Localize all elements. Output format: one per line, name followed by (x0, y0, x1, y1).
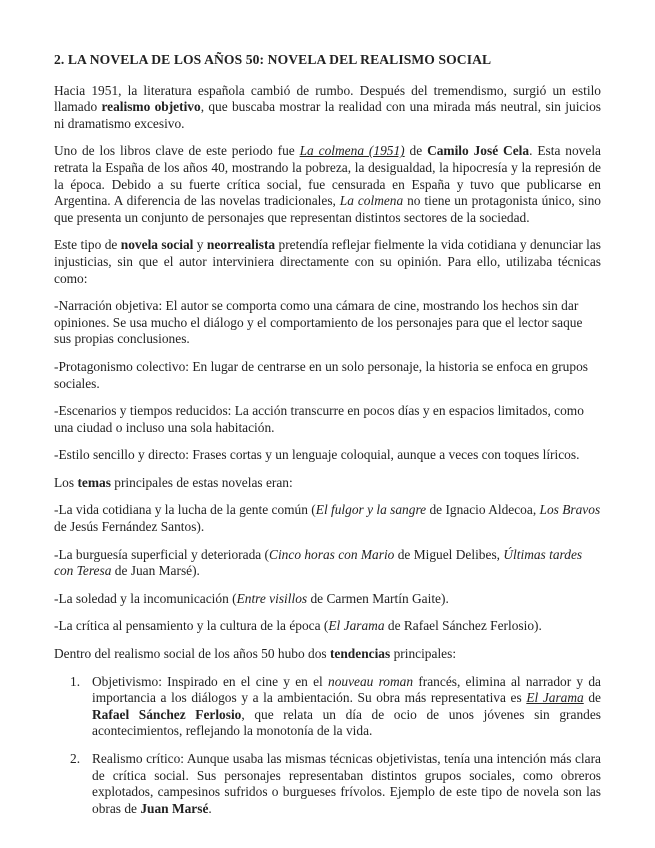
book-title: La colmena (339, 193, 404, 209)
text-run: de Ignacio Aldecoa, (426, 502, 540, 518)
text-run: de (583, 690, 601, 706)
author-cela: Camilo José Cela (427, 143, 530, 159)
term-novela-social: novela social (120, 237, 194, 253)
theme-item (54, 591, 601, 608)
list-number: 2. (70, 751, 81, 766)
term-tendencias: tendencias (329, 646, 391, 662)
text-run: Uno de los libros clave de este periodo fue (54, 143, 300, 159)
text-run: de Juan Marsé). (111, 563, 200, 579)
text-run: -La crítica al pensamiento y la cultura de la época ( (54, 618, 329, 634)
colmena-paragraph (54, 143, 601, 226)
book-title: El fulgor y la sangre (315, 502, 427, 518)
text-run: de Rafael Sánchez Ferlosio). (384, 618, 542, 634)
list-item (54, 674, 601, 740)
text-run: de Miguel Delibes, (394, 546, 504, 562)
book-title: Entre visillos (236, 590, 308, 606)
text-run: no tiene un protagonista único, sino que presenta un conjunto de personajes que representan distintos sectores de la sociedad. (54, 193, 601, 225)
technique-item: -Narración objetiva: El autor se comporta como una cámara de cine, mostrando los hechos sin dar opiniones. Se usa mucho el diálogo y el comportamiento de los personajes para que el lector saque sus propias conclusiones. (54, 298, 583, 347)
text-run: Realismo crítico: Aunque usaba las mismas técnicas objetivistas, tenía una intención más clara de crítica social. Sus personajes representaban distintos grupos sociales, como obreros explotados, campesinos sufridos o burgueses frívolos. Ejemplo de este tipo de novela son las obras de (92, 751, 601, 816)
text-run: Objetivismo: Inspirado en el cine y en el (92, 673, 328, 689)
book-title: Últimas tardes con Teresa (54, 546, 583, 579)
text-run: -La soledad y la incomunicación ( (54, 590, 237, 606)
themes-intro (54, 475, 601, 492)
intro-paragraph (54, 83, 601, 133)
term-nouveau-roman: nouveau roman (328, 673, 414, 689)
author-ferlosio: Rafael Sánchez Ferlosio (92, 706, 242, 722)
author-marse: Juan Marsé (140, 800, 209, 816)
social-novel-paragraph (54, 237, 601, 287)
list-number: 1. (70, 673, 81, 689)
theme-item (54, 547, 601, 580)
book-title: Cinco horas con Mario (269, 546, 395, 562)
text-run: de Jesús Fernández Santos). (54, 519, 205, 535)
text-run: principales de estas novelas eran: (110, 474, 293, 490)
trends-intro (54, 646, 601, 663)
text-run: francés, elimina al narrador y da importancia a los diálogos y a la ambientación. Su obra más representativa es (92, 673, 601, 706)
text-run: -La burguesía superficial y deteriorada ( (54, 546, 270, 562)
technique-item: -Escenarios y tiempos reducidos: La acción transcurre en pocos días y en espacios limitados, como una ciudad o incluso una sola habitación. (54, 403, 584, 435)
text-run: , que buscaba mostrar la realidad con una mirada más neutral, sin juicios ni dramatismo excesivo. (54, 99, 602, 131)
text-run: Dentro del realismo social de los años 50 hubo dos (54, 646, 330, 662)
term-neorrealista: neorrealista (206, 237, 276, 253)
technique-item: -Protagonismo colectivo: En lugar de centrarse en un solo personaje, la historia se enfoca en grupos sociales. (54, 358, 588, 391)
theme-item (54, 618, 601, 635)
book-title: El Jarama (328, 618, 385, 634)
text-run: . Esta novela retrata la España de los años 40, mostrando la pobreza, la desigualdad, la hipocresía y la represión de la época. Debido a su fuerte crítica social, fue censurada en España y tuvo que publicarse en Argentina. A diferencia de las novelas tradicionales, (54, 143, 601, 209)
trends-list (54, 674, 601, 818)
la-colmena-link[interactable]: La colmena (1951) (299, 143, 405, 159)
technique-item: -Estilo sencillo y directo: Frases cortas y un lenguaje coloquial, aunque a veces con toques líricos. (54, 447, 580, 463)
text-run: Este tipo de (54, 237, 121, 253)
text-run: pretendía reflejar fielmente la vida cotidiana y denunciar las injusticias, sin que el autor interviniera directamente con su opinión. Para ello, utilizaba técnicas como: (54, 237, 602, 286)
el-jarama-link[interactable]: El Jarama (526, 690, 584, 706)
text-run: , que relata un día de ocio de unos jóvenes sin grandes acontecimientos, reflejando la monotonía de la vida. (92, 706, 601, 739)
text-run: de Carmen Martín Gaite). (307, 590, 449, 606)
text-run: -La vida cotidiana y la lucha de la gente común ( (54, 502, 316, 518)
text-run: . (208, 800, 212, 816)
section-title: 2. LA NOVELA DE LOS AÑOS 50: NOVELA DEL REALISMO SOCIAL (54, 52, 492, 67)
book-title: Los Bravos (539, 502, 601, 518)
term-temas: temas (77, 474, 111, 490)
text-run: y (193, 237, 207, 253)
text-run: Los (54, 474, 78, 490)
text-run: de (404, 143, 428, 159)
text-run: principales: (390, 646, 457, 662)
term-realismo-objetivo: realismo objetivo (101, 99, 201, 115)
text-run: Hacia 1951, la literatura española cambió de rumbo. Después del tremendismo, surgió un estilo llamado (54, 82, 601, 115)
list-item (54, 751, 601, 817)
theme-item (54, 502, 601, 535)
